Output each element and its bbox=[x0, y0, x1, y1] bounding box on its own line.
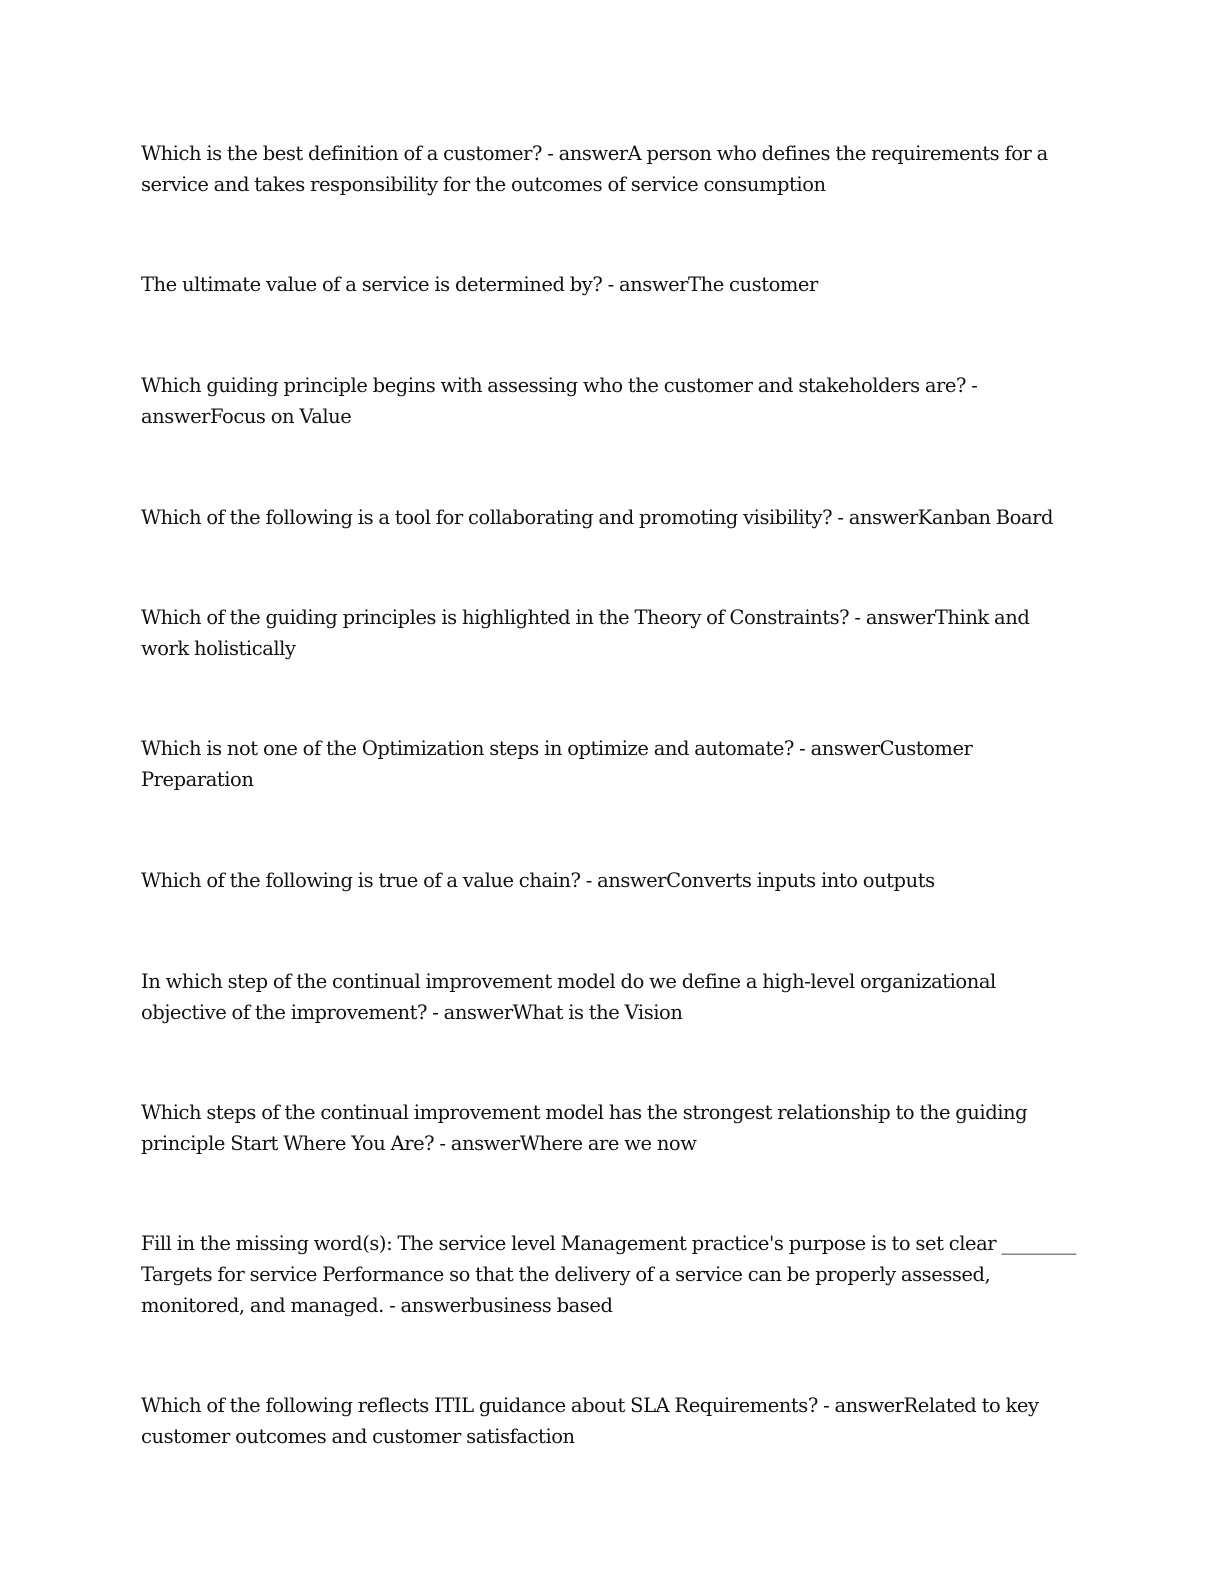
qa-item-1: Which is the best definition of a customer? - answerA person who defines the requirements for a service and takes responsibility for the outcomes of service consumption bbox=[141, 142, 1048, 196]
qa-item-8: In which step of the continual improvement model do we define a high-level organizational objective of the improvement? - answerWhat is the Vision bbox=[141, 970, 996, 1024]
qa-item-2: The ultimate value of a service is determined by? - answerThe customer bbox=[141, 273, 818, 296]
qa-item-5: Which of the guiding principles is highlighted in the Theory of Constraints? - answerThink and work holistically bbox=[141, 606, 1030, 660]
qa-item-9: Which steps of the continual improvement model has the strongest relationship to the guiding principle Start Where You Are? - answerWhere are we now bbox=[141, 1101, 1028, 1155]
qa-item-4: Which of the following is a tool for collaborating and promoting visibility? - answerKanban Board bbox=[141, 506, 1054, 529]
qa-item-10: Fill in the missing word(s): The service level Management practice's purpose is to set clear ________ Targets for service Performance so that the delivery of a service can be properly assessed, monitored, and managed. - answerbusiness based bbox=[141, 1232, 1076, 1317]
qa-item-7: Which of the following is true of a value chain? - answerConverts inputs into outputs bbox=[141, 869, 935, 892]
qa-item-3: Which guiding principle begins with assessing who the customer and stakeholders are? - answerFocus on Value bbox=[141, 374, 978, 428]
qa-item-11: Which of the following reflects ITIL guidance about SLA Requirements? - answerRelated to key customer outcomes and customer satisfaction bbox=[141, 1394, 1039, 1448]
qa-item-6: Which is not one of the Optimization steps in optimize and automate? - answerCustomer Preparation bbox=[141, 737, 973, 791]
